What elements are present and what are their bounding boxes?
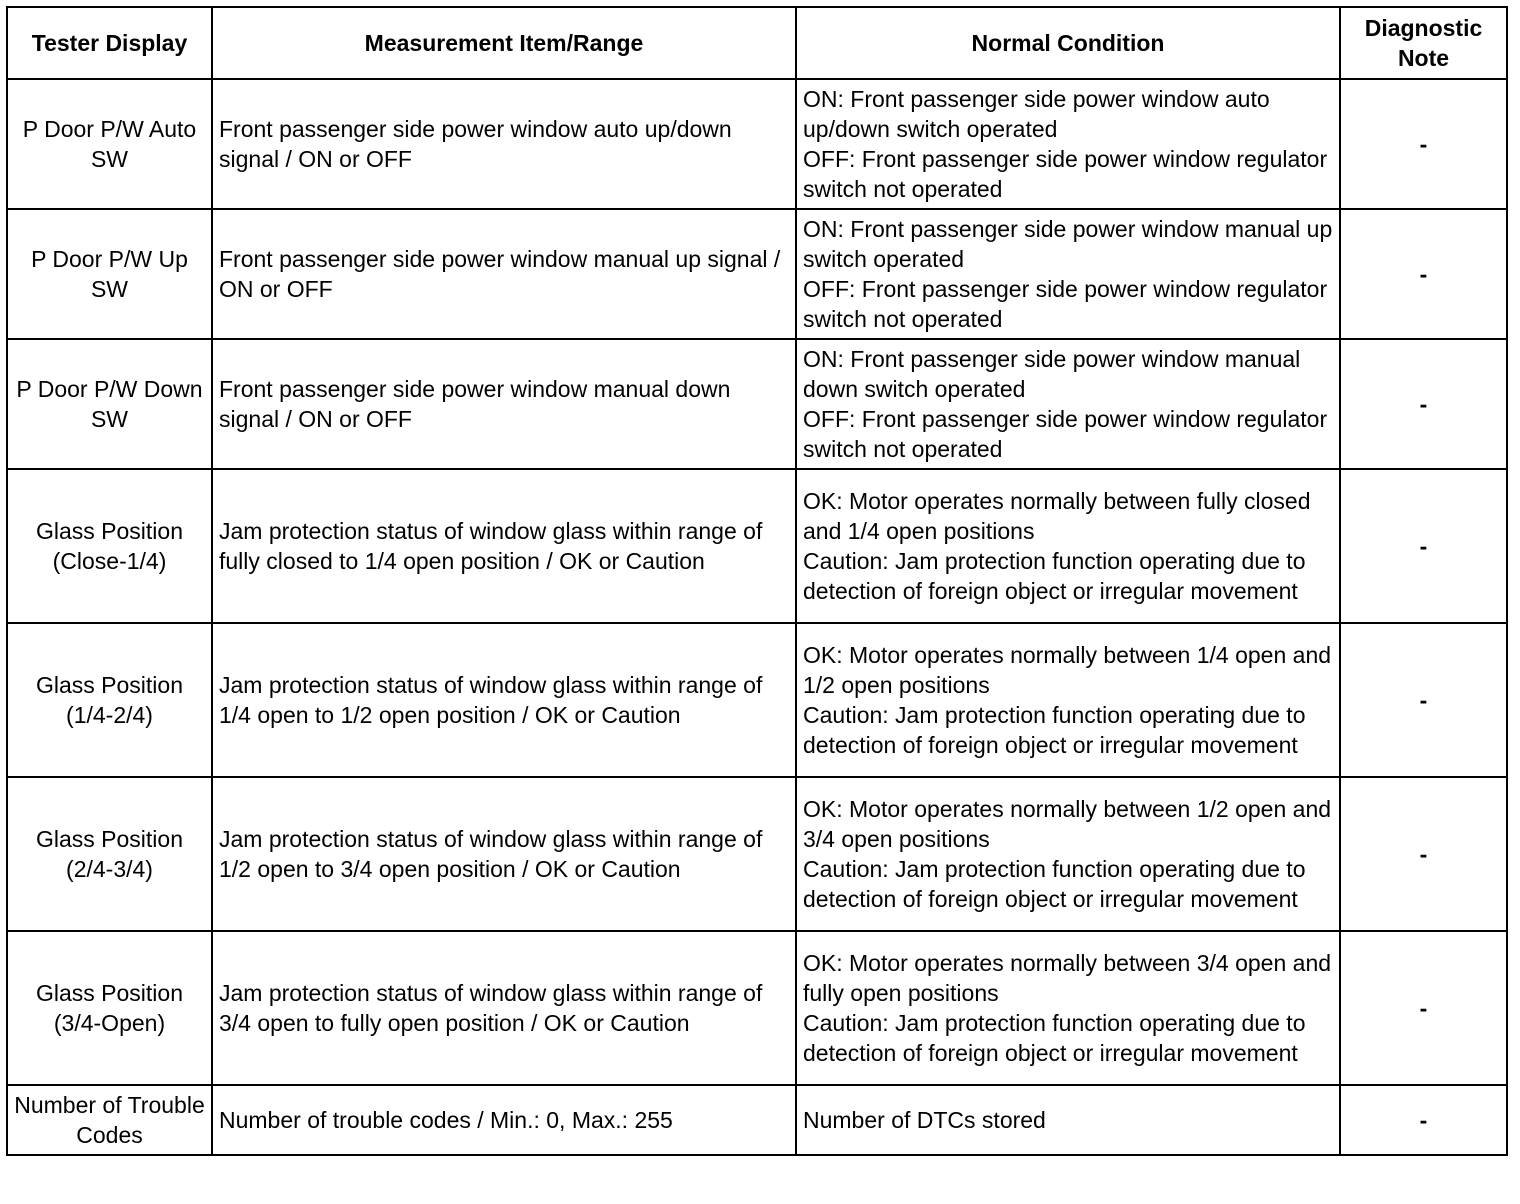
- normal-condition-cell: [796, 209, 1340, 339]
- header-measurement: Measurement Item/Range: [212, 7, 796, 79]
- diagnostic-note-cell: -: [1340, 79, 1507, 209]
- measurement-cell: Front passenger side power window auto up/down signal / ON or OFF: [212, 79, 796, 209]
- normal-condition-line: OFF: Front passenger side power window regulator switch not operated: [803, 406, 1328, 462]
- normal-condition-line: Number of DTCs stored: [803, 1107, 1046, 1133]
- normal-condition-line: ON: Front passenger side power window auto up/down switch operated: [803, 86, 1270, 142]
- table-row: [7, 79, 1507, 209]
- tester-display-cell: P Door P/W Up SW: [7, 209, 212, 339]
- normal-condition-cell: [796, 1085, 1340, 1155]
- header-diagnostic-note: Diagnostic Note: [1340, 7, 1507, 79]
- normal-condition-line: OK: Motor operates normally between 1/4 open and 1/2 open positions: [803, 642, 1332, 698]
- normal-condition-line: ON: Front passenger side power window manual up switch operated: [803, 216, 1333, 272]
- measurement-cell: Number of trouble codes / Min.: 0, Max.: 255: [212, 1085, 796, 1155]
- data-table: [6, 6, 1508, 1156]
- normal-condition-line: Caution: Jam protection function operating due to detection of foreign object or irregular movement: [803, 856, 1306, 912]
- normal-condition-line: OFF: Front passenger side power window regulator switch not operated: [803, 276, 1328, 332]
- tester-display-cell: Glass Position (2/4-3/4): [7, 777, 212, 931]
- diagnostic-note-cell: -: [1340, 931, 1507, 1085]
- normal-condition-line: OK: Motor operates normally between 3/4 open and fully open positions: [803, 950, 1332, 1006]
- normal-condition-line: Caution: Jam protection function operating due to detection of foreign object or irregular movement: [803, 1010, 1306, 1066]
- tester-display-cell: Glass Position (1/4-2/4): [7, 623, 212, 777]
- diagnostic-note-cell: -: [1340, 209, 1507, 339]
- header-tester-display: Tester Display: [7, 7, 212, 79]
- table-row: [7, 777, 1507, 931]
- diagnostic-note-cell: -: [1340, 623, 1507, 777]
- measurement-cell: Front passenger side power window manual down signal / ON or OFF: [212, 339, 796, 469]
- table-header-row: [7, 7, 1507, 79]
- measurement-cell: Front passenger side power window manual up signal / ON or OFF: [212, 209, 796, 339]
- normal-condition-line: OK: Motor operates normally between 1/2 open and 3/4 open positions: [803, 796, 1332, 852]
- normal-condition-line: ON: Front passenger side power window manual down switch operated: [803, 346, 1301, 402]
- table-row: [7, 469, 1507, 623]
- tester-display-cell: P Door P/W Down SW: [7, 339, 212, 469]
- normal-condition-line: Caution: Jam protection function operating due to detection of foreign object or irregular movement: [803, 702, 1306, 758]
- normal-condition-cell: [796, 777, 1340, 931]
- table-row: [7, 209, 1507, 339]
- normal-condition-line: Caution: Jam protection function operating due to detection of foreign object or irregular movement: [803, 548, 1306, 604]
- diagnostic-note-cell: -: [1340, 1085, 1507, 1155]
- table-row: [7, 931, 1507, 1085]
- tester-display-cell: Glass Position (Close-1/4): [7, 469, 212, 623]
- table-row: [7, 339, 1507, 469]
- table-row: [7, 623, 1507, 777]
- measurement-cell: Jam protection status of window glass within range of 1/2 open to 3/4 open position / OK or Caution: [212, 777, 796, 931]
- normal-condition-cell: [796, 623, 1340, 777]
- measurement-cell: Jam protection status of window glass within range of 1/4 open to 1/2 open position / OK or Caution: [212, 623, 796, 777]
- normal-condition-cell: [796, 79, 1340, 209]
- diagnostic-note-cell: -: [1340, 777, 1507, 931]
- normal-condition-line: OFF: Front passenger side power window regulator switch not operated: [803, 146, 1328, 202]
- normal-condition-cell: [796, 931, 1340, 1085]
- diagnostic-note-cell: -: [1340, 339, 1507, 469]
- normal-condition-cell: [796, 469, 1340, 623]
- normal-condition-line: OK: Motor operates normally between fully closed and 1/4 open positions: [803, 488, 1311, 544]
- measurement-cell: Jam protection status of window glass within range of 3/4 open to fully open position / OK or Caution: [212, 931, 796, 1085]
- measurement-cell: Jam protection status of window glass within range of fully closed to 1/4 open position / OK or Caution: [212, 469, 796, 623]
- normal-condition-cell: [796, 339, 1340, 469]
- header-normal-condition: Normal Condition: [796, 7, 1340, 79]
- tester-display-cell: Number of Trouble Codes: [7, 1085, 212, 1155]
- tester-display-cell: P Door P/W Auto SW: [7, 79, 212, 209]
- table-row: [7, 1085, 1507, 1155]
- tester-display-cell: Glass Position (3/4-Open): [7, 931, 212, 1085]
- diagnostic-note-cell: -: [1340, 469, 1507, 623]
